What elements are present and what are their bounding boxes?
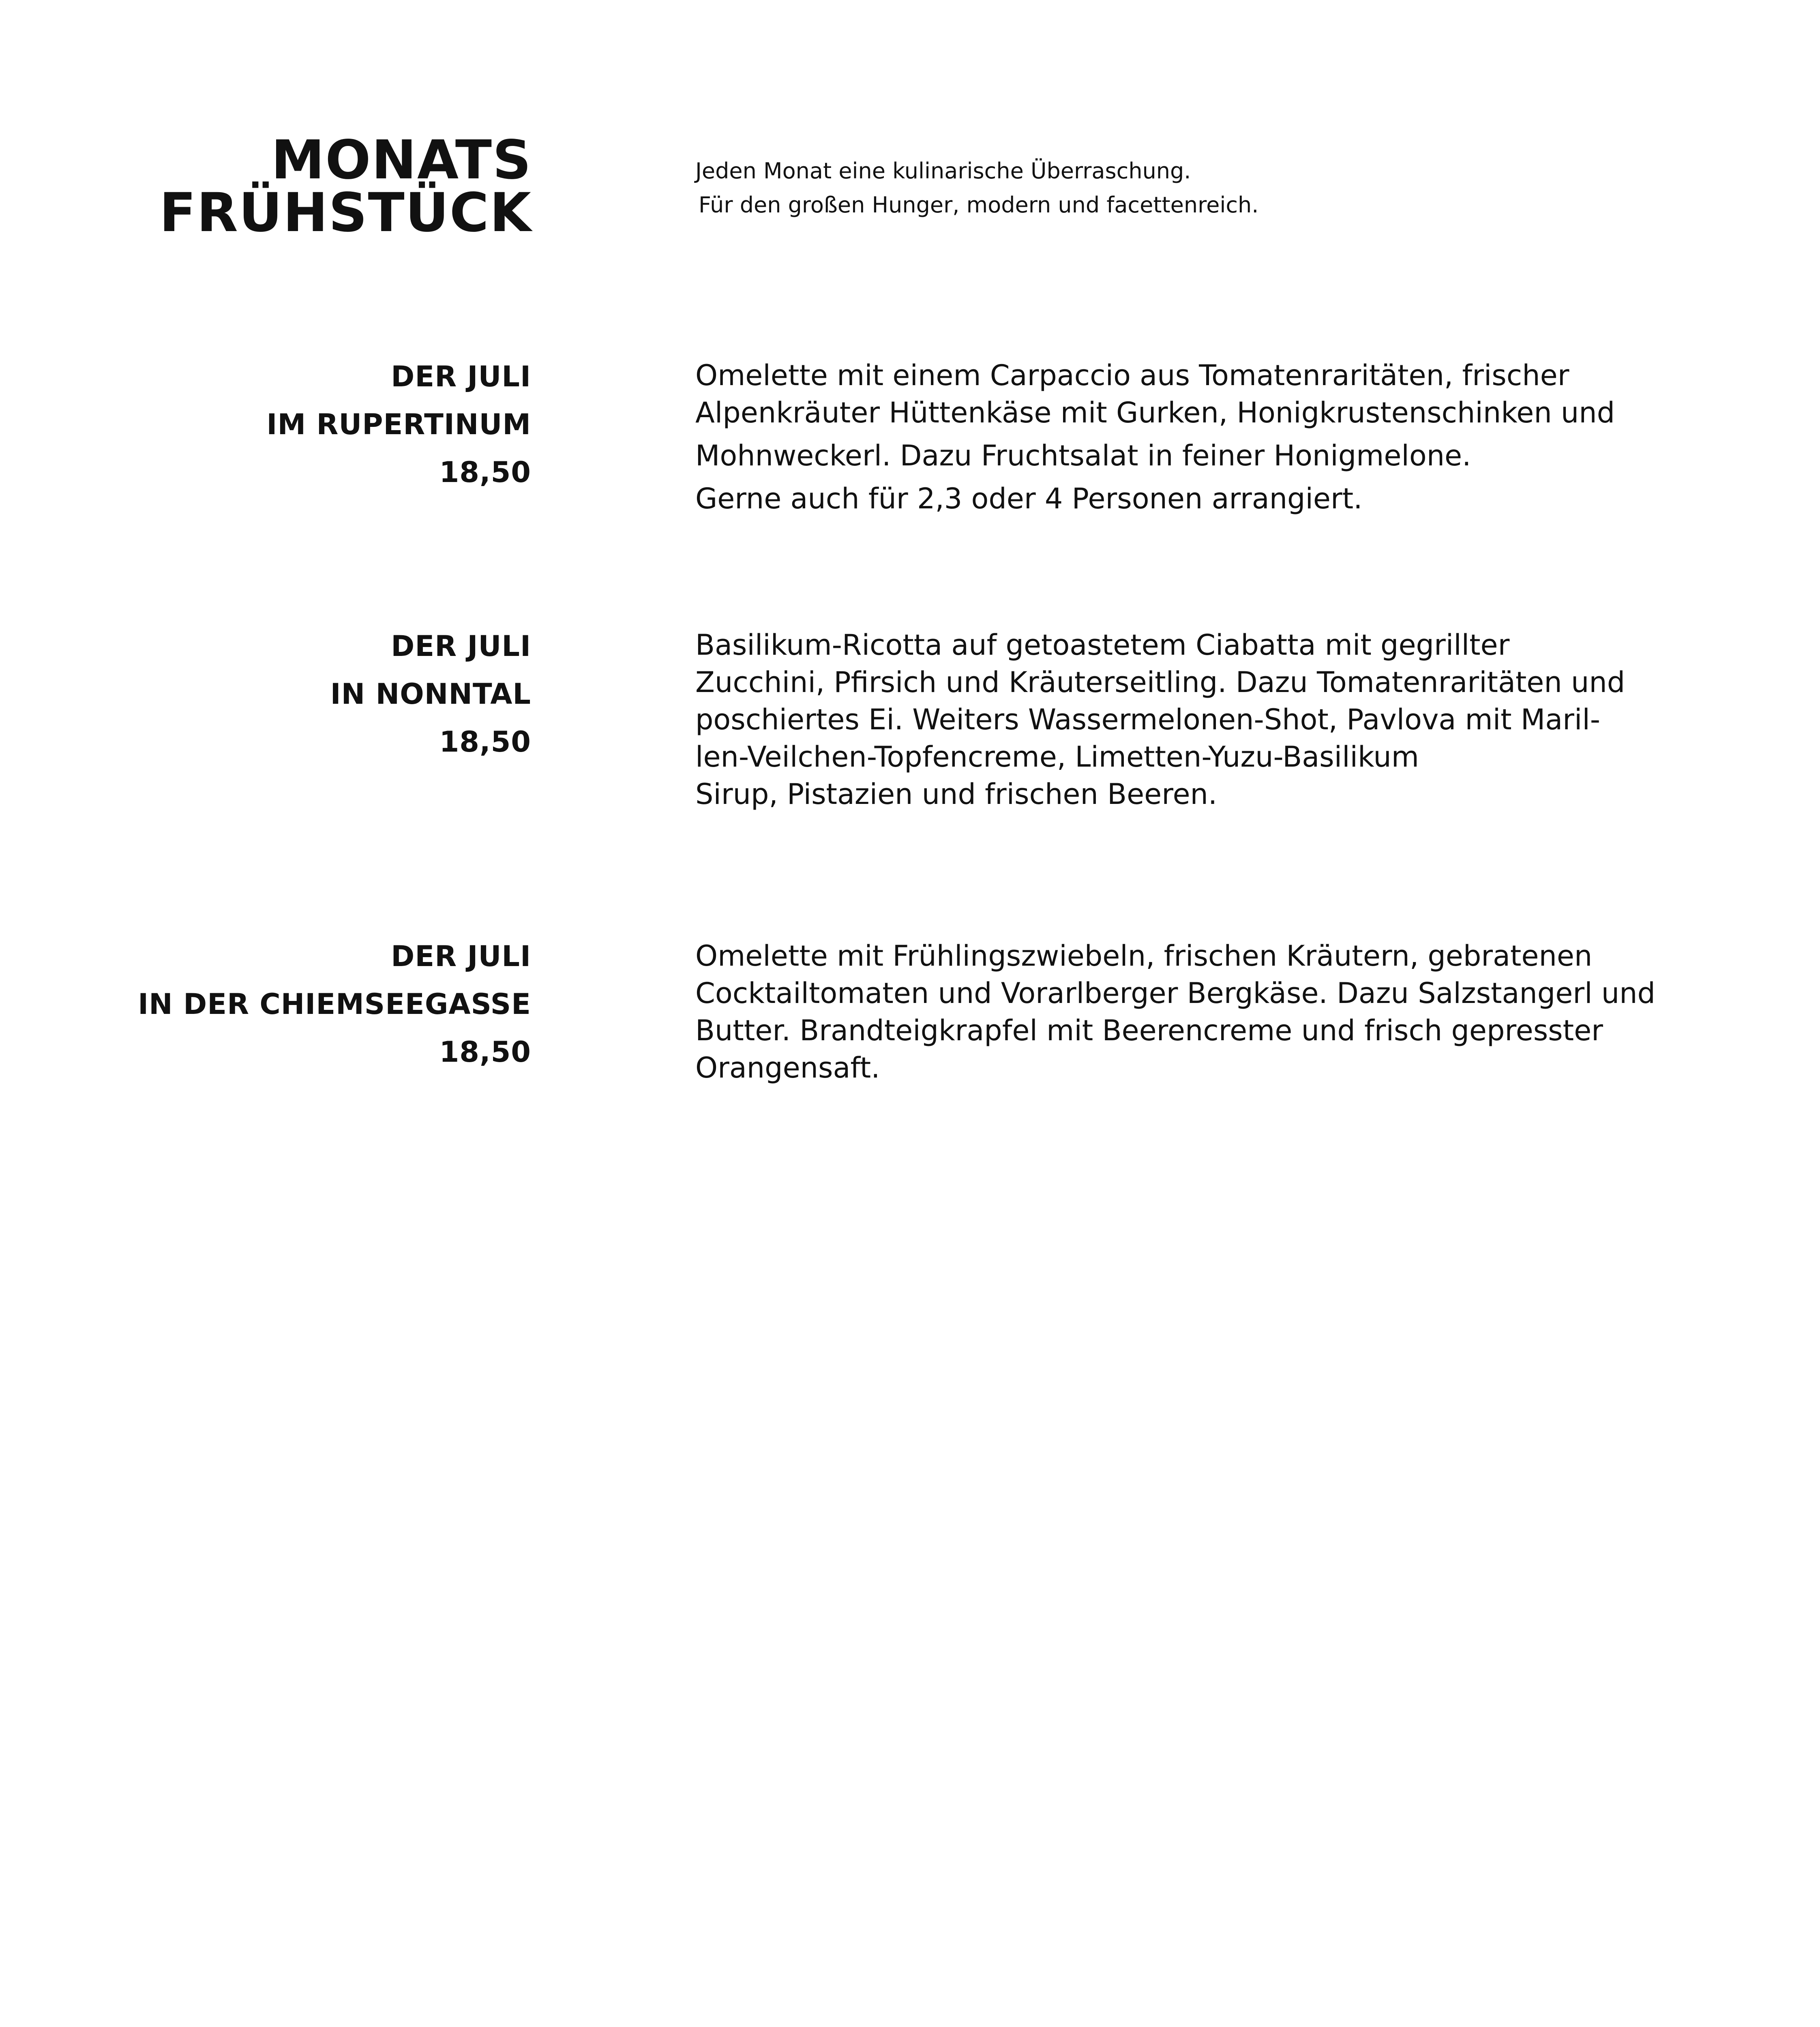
description-line: Gerne auch für 2,3 oder 4 Personen arrangiert. bbox=[695, 482, 1363, 515]
item-price: 18,50 bbox=[439, 725, 531, 759]
menu-item-description-chiemseegasse bbox=[695, 937, 1676, 1086]
description-line: Mohnweckerl. Dazu Fruchtsalat in feiner Honigmelone. bbox=[695, 439, 1471, 472]
item-location: IM RUPERTINUM bbox=[266, 408, 531, 441]
title-line-1: MONATS bbox=[271, 129, 532, 191]
description-line: Basilikum-Ricotta auf getoastetem Ciabatta mit gegrillter bbox=[695, 628, 1510, 662]
description-line: poschiertes Ei. Weiters Wassermelonen-Shot, Pavlova mit Maril- bbox=[695, 703, 1601, 736]
title-line-2: FRÜHSTÜCK bbox=[159, 182, 532, 244]
description-line: Omelette mit Frühlingszwiebeln, frischen Kräutern, gebratenen bbox=[695, 939, 1593, 973]
item-price: 18,50 bbox=[439, 1035, 531, 1069]
item-location: IN NONNTAL bbox=[330, 677, 531, 711]
page-title bbox=[122, 129, 532, 244]
description-line: len-Veilchen-Topfencreme, Limetten-Yuzu-Basilikum bbox=[695, 740, 1419, 774]
description-line: Alpenkräuter Hüttenkäse mit Gurken, Honigkrustenschinken und bbox=[695, 396, 1615, 429]
description-line: Orangensaft. bbox=[695, 1051, 880, 1084]
description-line: Omelette mit einem Carpaccio aus Tomatenraritäten, frischer bbox=[695, 359, 1569, 392]
intro-text bbox=[695, 154, 1668, 222]
menu-item-description-rupertinum bbox=[695, 357, 1676, 517]
intro-line-1: Jeden Monat eine kulinarische Überraschung. bbox=[695, 158, 1191, 184]
item-price: 18,50 bbox=[439, 456, 531, 489]
menu-item-label-nonntal bbox=[81, 622, 531, 766]
menu-item-label-rupertinum bbox=[81, 353, 531, 496]
item-month: DER JULI bbox=[391, 940, 531, 973]
intro-line-2: Für den großen Hunger, modern und facettenreich. bbox=[699, 192, 1259, 218]
description-line: Sirup, Pistazien und frischen Beeren. bbox=[695, 778, 1218, 811]
description-line: Butter. Brandteigkrapfel mit Beerencreme und frisch gepresster bbox=[695, 1014, 1603, 1047]
description-line: Zucchini, Pfirsich und Kräuterseitling. Dazu Tomatenraritäten und bbox=[695, 666, 1625, 699]
menu-item-label-chiemseegasse bbox=[81, 932, 531, 1076]
item-month: DER JULI bbox=[391, 360, 531, 393]
menu-item-description-nonntal bbox=[695, 626, 1676, 813]
item-month: DER JULI bbox=[391, 630, 531, 663]
item-location: IN DER CHIEMSEEGASSE bbox=[138, 988, 531, 1021]
description-line: Cocktailtomaten und Vorarlberger Bergkäse. Dazu Salzstangerl und bbox=[695, 977, 1655, 1010]
